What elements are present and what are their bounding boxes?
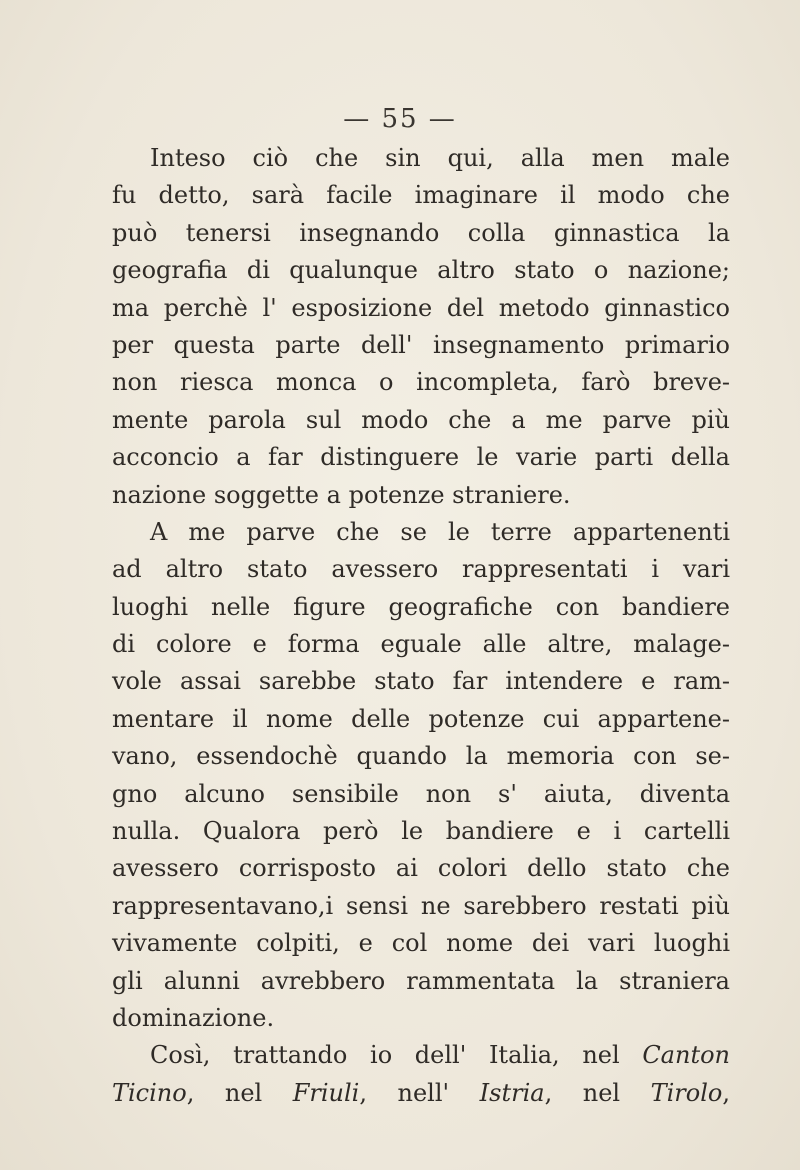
- text-line: mente parola sul modo che a me parve più: [112, 405, 730, 434]
- text-line: [112, 1037, 730, 1074]
- italic-place-name: Canton: [642, 1041, 730, 1070]
- italic-place-name: Istria: [479, 1078, 545, 1107]
- text-line: rappresentavano,i sensi ne sarebbero restati più: [112, 891, 730, 920]
- text-line: avessero corrisposto ai colori dello stato che: [112, 854, 730, 883]
- text-line: vivamente colpiti, e col nome dei vari luoghi: [112, 929, 730, 958]
- text-span: , nell': [359, 1078, 480, 1107]
- text-span: , nel: [186, 1078, 293, 1107]
- text-line: nazione soggette a potenze straniere.: [112, 480, 571, 509]
- text-line: gli alunni avrebbero rammentata la straniera: [112, 966, 730, 995]
- text-span: Così, trattando io dell' Italia, nel: [150, 1041, 643, 1070]
- text-line: nulla. Qualora però le bandiere e i cartelli: [112, 817, 730, 846]
- text-line: non riesca monca o incompleta, farò breve-: [112, 368, 730, 397]
- text-line: luoghi nelle figure geografiche con bandiere: [112, 592, 730, 621]
- text-line: ma perchè l' esposizione del metodo ginnastico: [112, 293, 730, 322]
- text-line: vole assai sarebbe stato far intendere e ram-: [112, 667, 730, 696]
- text-line: mentare il nome delle potenze cui appartene-: [112, 704, 730, 733]
- text-span: , nel: [544, 1078, 651, 1107]
- text-span: ,: [722, 1078, 730, 1107]
- text-line: geografia di qualunque altro stato o nazione;: [112, 256, 730, 285]
- text-line: Inteso ciò che sin qui, alla men male: [150, 144, 730, 172]
- text-line: può tenersi insegnando colla ginnastica la: [112, 218, 730, 247]
- italic-place-name: Ticino: [112, 1078, 187, 1107]
- text-line: [112, 1075, 730, 1112]
- paragraph-lines: [112, 140, 730, 1037]
- italic-place-name: Friuli: [292, 1078, 360, 1107]
- text-line: di colore e forma eguale alle altre, malage-: [112, 630, 730, 659]
- text-line: ad altro stato avessero rappresentati i vari: [112, 555, 730, 584]
- body-text: [112, 140, 730, 1112]
- text-line: gno alcuno sensibile non s' aiuta, diventa: [112, 779, 730, 808]
- italic-place-name: Tirolo: [650, 1078, 723, 1107]
- text-line: A me parve che se le terre appartenenti: [150, 517, 730, 546]
- text-line: fu detto, sarà facile imaginare il modo che: [112, 181, 730, 210]
- text-line: vano, essendochè quando la memoria con se-: [112, 742, 730, 771]
- text-line: dominazione.: [112, 1003, 275, 1032]
- page-number: — 55 —: [343, 104, 457, 134]
- text-line: acconcio a far distinguere le varie parti della: [112, 443, 730, 472]
- text-line: per questa parte dell' insegnamento primario: [112, 330, 730, 359]
